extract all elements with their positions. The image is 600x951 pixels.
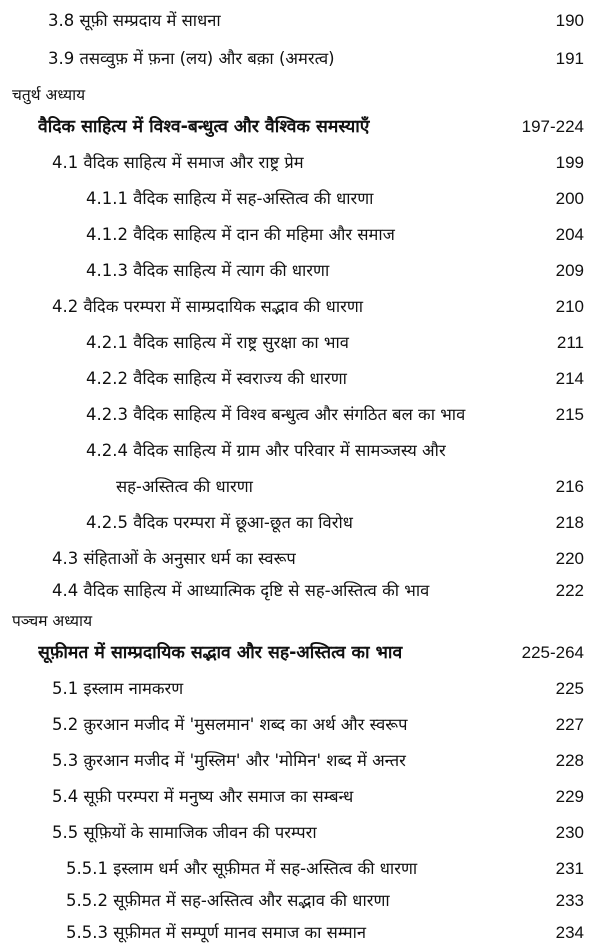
toc-entry-text: 5.5 सूफ़ियों के सामाजिक जीवन की परम्परा	[52, 823, 317, 842]
toc-entry-text: 5.5.2 सूफ़ीमत में सह-अस्तित्व और सद्भाव की धारणा	[66, 891, 390, 910]
toc-entry	[0, 330, 600, 356]
toc-entry-text: 4.2.3 वैदिक साहित्य में विश्व बन्धुत्व और संगठित बल का भाव	[86, 405, 466, 424]
toc-entry-text: 3.8 सूफ़ी सम्प्रदाय में साधना	[48, 11, 221, 30]
toc-entry	[0, 920, 600, 946]
toc-entry-page: 190	[555, 11, 584, 30]
toc-entry-page: 214	[555, 369, 584, 388]
toc-entry-page: 233	[555, 891, 584, 910]
toc-entry-page: 227	[555, 715, 584, 734]
toc-entry	[0, 510, 600, 536]
toc-entry	[0, 150, 600, 176]
toc-entry-page: 234	[555, 923, 584, 942]
toc-entry-continued	[0, 474, 600, 500]
toc-entry	[0, 438, 600, 464]
toc-entry-page: 200	[555, 189, 584, 208]
toc-entry-text: 4.2.2 वैदिक साहित्य में स्वराज्य की धारणा	[86, 369, 347, 388]
toc-entry-text: 5.2 क़ुरआन मजीद में 'मुसलमान' शब्द का अर्थ और स्वरूप	[52, 715, 408, 734]
toc-entry	[0, 820, 600, 846]
chapter-heading-page: 197-224	[521, 117, 584, 136]
toc-entry-text: 5.3 क़ुरआन मजीद में 'मुस्लिम' और 'मोमिन' शब्द में अन्तर	[52, 751, 406, 770]
toc-entry	[0, 888, 600, 914]
toc-entry	[0, 546, 600, 572]
toc-entry-text: सह-अस्तित्व की धारणा	[116, 477, 253, 496]
toc-entry-text: 4.4 वैदिक साहित्य में आध्यात्मिक दृष्टि से सह-अस्तित्व की भाव	[52, 581, 430, 600]
toc-entry-text: 4.2 वैदिक परम्परा में साम्प्रदायिक सद्भाव की धारणा	[52, 297, 364, 316]
toc-entry	[0, 748, 600, 774]
toc-entry-page: 229	[555, 787, 584, 806]
toc-entry-page: 216	[555, 477, 584, 496]
toc-entry-text: 4.2.1 वैदिक साहित्य में राष्ट्र सुरक्षा का भाव	[86, 333, 349, 352]
toc-entry	[0, 712, 600, 738]
toc-entry-page: 222	[555, 581, 584, 600]
toc-entry	[0, 366, 600, 392]
toc-entry-text: 4.3 संहिताओं के अनुसार धर्म का स्वरूप	[52, 549, 296, 568]
toc-entry	[0, 784, 600, 810]
toc-entry	[0, 856, 600, 882]
toc-entry-text: 5.4 सूफ़ी परम्परा में मनुष्य और समाज का सम्बन्ध	[52, 787, 354, 806]
toc-entry-page: 225	[555, 679, 584, 698]
chapter-heading-text: सूफ़ीमत में साम्प्रदायिक सद्भाव और सह-अस्तित्व का भाव	[38, 643, 403, 663]
toc-entry	[0, 578, 600, 604]
toc-entry-text: 4.1.3 वैदिक साहित्य में त्याग की धारणा	[86, 261, 330, 280]
toc-entry-page: 209	[555, 261, 584, 280]
toc-entry-page: 228	[555, 751, 584, 770]
toc-entry	[0, 402, 600, 428]
toc-entry-text: 5.5.3 सूफ़ीमत में सम्पूर्ण मानव समाज का सम्मान	[66, 923, 367, 942]
toc-entry-page: 231	[555, 859, 584, 878]
chapter-label	[0, 608, 600, 634]
chapter-heading-page: 225-264	[521, 643, 584, 662]
toc-entry-page: 211	[556, 333, 584, 352]
chapter-label-text: चतुर्थ अध्याय	[12, 86, 86, 104]
chapter-heading	[0, 114, 600, 140]
toc-entry-text: 4.1.1 वैदिक साहित्य में सह-अस्तित्व की धारणा	[86, 189, 374, 208]
toc-entry-text: 4.2.4 वैदिक साहित्य में ग्राम और परिवार में सामञ्जस्य और	[86, 441, 446, 460]
toc-entry	[0, 676, 600, 702]
toc-entry-text: 5.1 इस्लाम नामकरण	[52, 679, 184, 698]
chapter-label	[0, 82, 600, 108]
toc-entry	[0, 258, 600, 284]
toc-entry	[0, 222, 600, 248]
toc-entry-page: 199	[555, 153, 584, 172]
toc-entry-text: 4.1 वैदिक साहित्य में समाज और राष्ट्र प्रेम	[52, 153, 304, 172]
toc-entry	[0, 8, 600, 34]
chapter-label-text: पञ्चम अध्याय	[12, 612, 93, 630]
toc-entry	[0, 294, 600, 320]
toc-entry-page: 191	[555, 49, 584, 68]
toc-entry-page: 218	[555, 513, 584, 532]
toc-entry	[0, 186, 600, 212]
toc-entry-page: 230	[555, 823, 584, 842]
toc-entry-page: 210	[555, 297, 584, 316]
toc-entry-text: 5.5.1 इस्लाम धर्म और सूफ़ीमत में सह-अस्तित्व की धारणा	[66, 859, 418, 878]
chapter-heading-text: वैदिक साहित्य में विश्व-बन्धुत्व और वैश्विक समस्याएँ	[38, 117, 370, 137]
toc-entry	[0, 46, 600, 72]
toc-entry-page: 220	[555, 549, 584, 568]
toc-entry-page: 215	[555, 405, 584, 424]
toc-entry-text: 4.2.5 वैदिक परम्परा में छूआ-छूत का विरोध	[86, 513, 353, 532]
toc-entry-text: 3.9 तसव्वुफ़ में फ़ना (लय) और बक़ा (अमरत्व)	[48, 49, 335, 68]
chapter-heading	[0, 640, 600, 666]
toc-entry-page: 204	[555, 225, 584, 244]
toc-entry-text: 4.1.2 वैदिक साहित्य में दान की महिमा और समाज	[86, 225, 395, 244]
